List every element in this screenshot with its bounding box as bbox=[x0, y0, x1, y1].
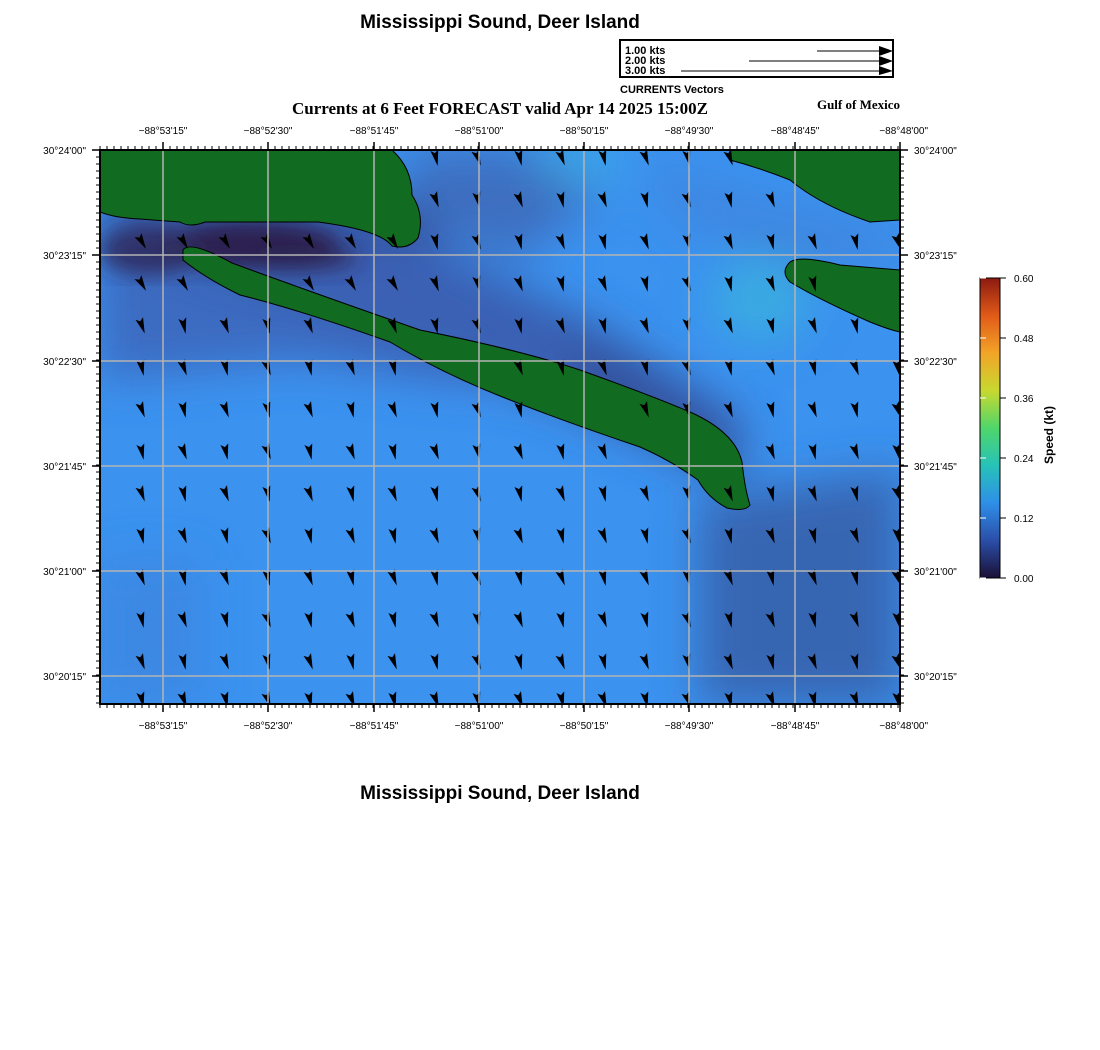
legend-row-2kt: 2.00 kts bbox=[625, 55, 666, 67]
colorbar-title: Speed (kt) bbox=[1042, 406, 1056, 465]
lon-label-bottom: −88°51'00" bbox=[454, 721, 504, 732]
lat-label-left: 30°21'45" bbox=[43, 462, 86, 473]
speed-field bbox=[100, 138, 904, 709]
lon-label-top: −88°52'30" bbox=[243, 126, 293, 137]
lon-label-top: −88°48'00" bbox=[879, 126, 928, 137]
lon-label-top: −88°51'00" bbox=[454, 126, 504, 137]
lat-label-left: 30°20'15" bbox=[43, 672, 86, 683]
legend-row-1kt: 1.00 kts bbox=[625, 45, 666, 57]
map-title: Mississippi Sound, Deer Island bbox=[360, 12, 640, 33]
lon-label-bottom: −88°53'15" bbox=[138, 721, 188, 732]
lat-label-left: 30°24'00" bbox=[43, 146, 86, 157]
lon-label-top: −88°49'30" bbox=[664, 126, 714, 137]
lat-label-left: 30°21'00" bbox=[43, 567, 86, 578]
lon-label-top: −88°51'45" bbox=[349, 126, 399, 137]
second-map-title: Mississippi Sound, Deer Island bbox=[360, 783, 640, 804]
lat-label-right: 30°23'15" bbox=[914, 251, 957, 262]
colorbar-scale bbox=[980, 278, 1000, 578]
lon-label-top: −88°48'45" bbox=[770, 126, 820, 137]
lon-label-bottom: −88°49'30" bbox=[664, 721, 714, 732]
lat-label-right: 30°20'15" bbox=[914, 672, 957, 683]
colorbar-tick-label: 0.48 bbox=[1014, 334, 1034, 345]
colorbar-tick-label: 0.60 bbox=[1014, 274, 1034, 285]
lon-label-top: −88°53'15" bbox=[138, 126, 188, 137]
forecast-subtitle: Currents at 6 Feet FORECAST valid Apr 14 2025 15:00Z bbox=[291, 99, 709, 118]
lon-label-bottom: −88°48'45" bbox=[770, 721, 820, 732]
region-label: Gulf of Mexico bbox=[816, 97, 900, 112]
lat-label-left: 30°23'15" bbox=[43, 251, 86, 262]
colorbar-tick-label: 0.36 bbox=[1014, 394, 1034, 405]
legend-caption: CURRENTS Vectors bbox=[620, 84, 724, 96]
colorbar-tick-label: 0.24 bbox=[1014, 454, 1034, 465]
lat-label-right: 30°24'00" bbox=[914, 146, 957, 157]
lat-label-left: 30°22'30" bbox=[43, 357, 86, 368]
lat-label-right: 30°22'30" bbox=[914, 357, 957, 368]
legend-row-3kt: 3.00 kts bbox=[625, 65, 666, 77]
lon-label-bottom: −88°48'00" bbox=[879, 721, 928, 732]
lon-label-top: −88°50'15" bbox=[559, 126, 609, 137]
lon-label-bottom: −88°51'45" bbox=[349, 721, 399, 732]
speed-colorbar bbox=[970, 265, 1090, 595]
colorbar-tick-label: 0.00 bbox=[1014, 574, 1034, 585]
lon-label-bottom: −88°52'30" bbox=[243, 721, 293, 732]
lon-label-bottom: −88°50'15" bbox=[559, 721, 609, 732]
lat-label-right: 30°21'00" bbox=[914, 567, 957, 578]
colorbar-tick-label: 0.12 bbox=[1014, 514, 1034, 525]
lat-label-right: 30°21'45" bbox=[914, 462, 957, 473]
